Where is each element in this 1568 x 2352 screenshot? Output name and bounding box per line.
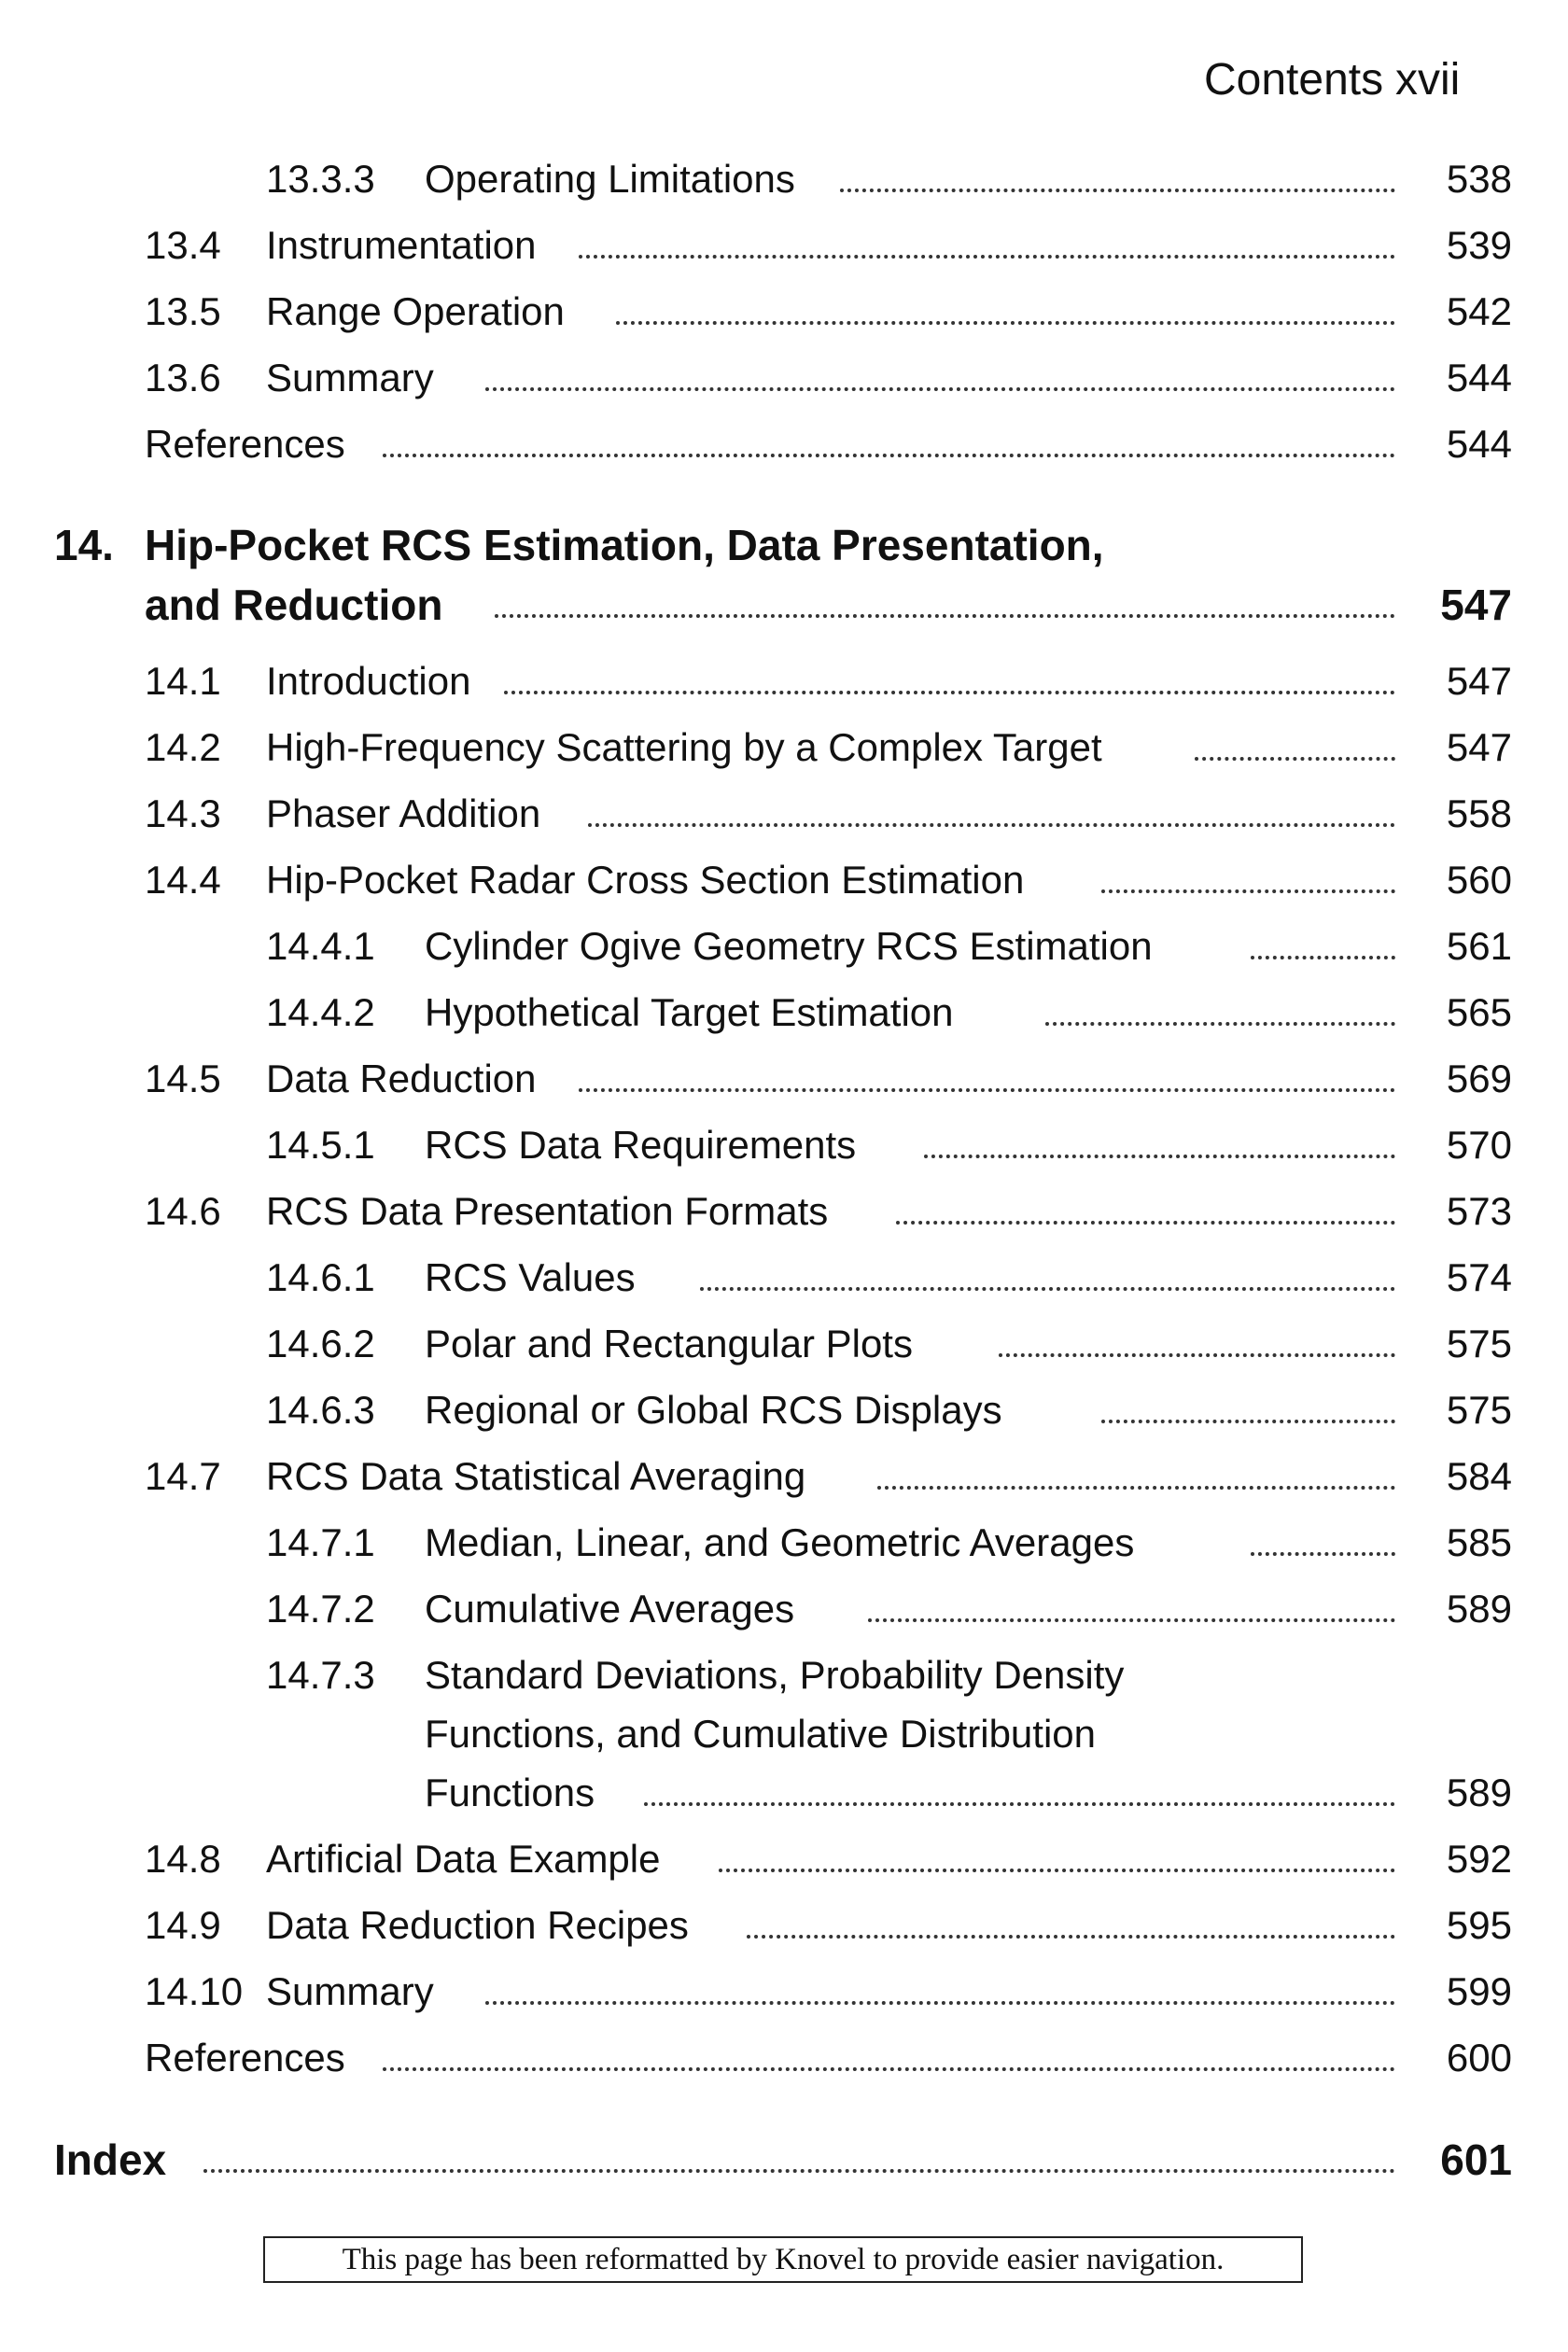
toc-number: 14.7 bbox=[145, 1454, 221, 1498]
toc-entry-14-2[interactable] bbox=[0, 725, 1512, 770]
toc-page-number: 570 bbox=[1446, 1123, 1512, 1167]
toc-entry-14-5-1[interactable] bbox=[0, 1123, 1512, 1168]
toc-title: RCS Data Requirements bbox=[425, 1123, 876, 1168]
dot-leader bbox=[203, 2169, 1395, 2173]
toc-title: Range Operation bbox=[266, 289, 585, 334]
toc-page-number: 538 bbox=[1446, 157, 1512, 201]
toc-entry-references-13[interactable] bbox=[0, 422, 1512, 467]
dot-leader bbox=[504, 691, 1395, 694]
toc-title: References bbox=[145, 422, 366, 467]
dot-leader bbox=[579, 1088, 1395, 1092]
toc-number: 14.1 bbox=[145, 659, 221, 703]
dot-leader bbox=[700, 1287, 1395, 1291]
toc-number: 14.10 bbox=[145, 1969, 244, 2013]
dot-leader bbox=[644, 1802, 1395, 1806]
toc-number: 14.7.1 bbox=[266, 1520, 375, 1564]
chapter-14-title-line1: Hip-Pocket RCS Estimation, Data Presentation, bbox=[145, 521, 1104, 569]
toc-title: Hip-Pocket Radar Cross Section Estimation bbox=[266, 858, 1044, 903]
toc-entry-14-6-3[interactable] bbox=[0, 1388, 1512, 1433]
toc-number: 13.3.3 bbox=[266, 157, 375, 201]
toc-page-number: 575 bbox=[1446, 1322, 1512, 1365]
toc-number: 14.6.3 bbox=[266, 1388, 375, 1432]
toc-title: Median, Linear, and Geometric Averages bbox=[425, 1520, 1155, 1565]
toc-title: Polar and Rectangular Plots bbox=[425, 1322, 933, 1366]
toc-page-number: 544 bbox=[1446, 356, 1512, 399]
dot-leader bbox=[485, 2001, 1395, 2005]
toc-entry-index[interactable] bbox=[0, 2137, 1512, 2182]
toc-entry-14-10[interactable] bbox=[0, 1969, 1512, 2014]
dot-leader bbox=[840, 189, 1395, 192]
toc-title: Cumulative Averages bbox=[425, 1587, 815, 1631]
knovel-reformat-notice: This page has been reformatted by Knovel to provide easier navigation. bbox=[263, 2236, 1303, 2283]
toc-number: 14.5 bbox=[145, 1057, 221, 1100]
toc-number: 13.5 bbox=[145, 289, 221, 333]
toc-entry-14-6-2[interactable] bbox=[0, 1322, 1512, 1366]
toc-entry-14-6[interactable] bbox=[0, 1189, 1512, 1234]
toc-page-number: 539 bbox=[1446, 223, 1512, 267]
toc-entry-14-3[interactable] bbox=[0, 791, 1512, 836]
toc-page-number: 558 bbox=[1446, 791, 1512, 835]
toc-entry-14-5[interactable] bbox=[0, 1057, 1512, 1101]
toc-title: References bbox=[145, 2036, 366, 2080]
toc-number: 14.8 bbox=[145, 1837, 221, 1881]
toc-page-number: 592 bbox=[1446, 1837, 1512, 1881]
toc-entry-14-4-2[interactable] bbox=[0, 990, 1512, 1035]
toc-title: RCS Values bbox=[425, 1255, 656, 1300]
toc-title: Regional or Global RCS Displays bbox=[425, 1388, 1023, 1433]
toc-entry-13-3-3[interactable] bbox=[0, 157, 1512, 202]
toc-title: Hypothetical Target Estimation bbox=[425, 990, 974, 1035]
toc-page-number: 569 bbox=[1446, 1057, 1512, 1100]
toc-page-number: 547 bbox=[1440, 581, 1512, 629]
toc-page-number: 584 bbox=[1446, 1454, 1512, 1498]
toc-title: Data Reduction bbox=[266, 1057, 557, 1101]
toc-title-14-7-3-line2: Functions, and Cumulative Distribution bbox=[425, 1712, 1097, 1756]
toc-title: High-Frequency Scattering by a Complex Target bbox=[266, 725, 1123, 770]
toc-number: 14.7.2 bbox=[266, 1587, 375, 1631]
dot-leader bbox=[383, 2067, 1395, 2071]
toc-number: 13.4 bbox=[145, 223, 221, 267]
running-head-page: xvii bbox=[1395, 55, 1461, 105]
toc-entry-14-9[interactable] bbox=[0, 1903, 1512, 1948]
toc-page-number: 542 bbox=[1446, 289, 1512, 333]
dot-leader bbox=[896, 1221, 1395, 1225]
toc-title: RCS Data Presentation Formats bbox=[266, 1189, 848, 1234]
toc-page-number: 600 bbox=[1446, 2036, 1512, 2079]
toc-entry-14-4[interactable] bbox=[0, 858, 1512, 903]
toc-title: Index bbox=[54, 2137, 187, 2182]
dot-leader bbox=[719, 1869, 1395, 1872]
toc-page-number: 573 bbox=[1446, 1189, 1512, 1233]
toc-page-number: 544 bbox=[1446, 422, 1512, 466]
toc-entry-14-7[interactable] bbox=[0, 1454, 1512, 1499]
toc-page-number: 589 bbox=[1446, 1771, 1512, 1814]
toc-title: Summary bbox=[266, 356, 455, 400]
dot-leader bbox=[383, 454, 1395, 457]
toc-page-number: 560 bbox=[1446, 858, 1512, 902]
dot-leader bbox=[485, 387, 1395, 391]
dot-leader bbox=[1195, 757, 1395, 761]
toc-entry-14-4-1[interactable] bbox=[0, 924, 1512, 969]
dot-leader bbox=[616, 321, 1395, 325]
toc-title-14-7-3-line1: Standard Deviations, Probability Density bbox=[425, 1653, 1125, 1697]
toc-page-number: 595 bbox=[1446, 1903, 1512, 1947]
toc-title-14-7-3-line3: Functions bbox=[425, 1771, 615, 1815]
toc-number: 14.6.1 bbox=[266, 1255, 375, 1299]
toc-page-number: 547 bbox=[1446, 725, 1512, 769]
toc-number: 14.2 bbox=[145, 725, 221, 769]
toc-entry-14-7-2[interactable] bbox=[0, 1587, 1512, 1631]
toc-title: RCS Data Statistical Averaging bbox=[266, 1454, 826, 1499]
dot-leader bbox=[1251, 1552, 1395, 1556]
toc-number: 14.3 bbox=[145, 791, 221, 835]
toc-number: 13.6 bbox=[145, 356, 221, 399]
toc-entry-14-6-1[interactable] bbox=[0, 1255, 1512, 1300]
toc-entry-13-6[interactable] bbox=[0, 356, 1512, 400]
dot-leader bbox=[747, 1935, 1395, 1939]
toc-number: 14.5.1 bbox=[266, 1123, 375, 1167]
dot-leader bbox=[588, 823, 1395, 827]
chapter-14-title-line2: and Reduction bbox=[145, 582, 463, 627]
toc-page-number: 599 bbox=[1446, 1969, 1512, 2013]
dot-leader bbox=[877, 1486, 1395, 1490]
toc-entry-13-4[interactable] bbox=[0, 223, 1512, 268]
toc-title: Instrumentation bbox=[266, 223, 557, 268]
toc-entry-14-1[interactable] bbox=[0, 659, 1512, 704]
toc-title: Data Reduction Recipes bbox=[266, 1903, 709, 1948]
toc-page-number: 575 bbox=[1446, 1388, 1512, 1432]
toc-page-number: 601 bbox=[1440, 2135, 1512, 2184]
toc-entry-references-14[interactable] bbox=[0, 2036, 1512, 2080]
toc-entry-14-8[interactable] bbox=[0, 1837, 1512, 1882]
toc-page-number: 585 bbox=[1446, 1520, 1512, 1564]
dot-leader bbox=[924, 1155, 1395, 1158]
running-head-title: Contents bbox=[1204, 55, 1384, 105]
toc-entry-14-7-1[interactable] bbox=[0, 1520, 1512, 1565]
toc-number-14-7-3: 14.7.3 bbox=[266, 1653, 375, 1697]
toc-number: 14.9 bbox=[145, 1903, 221, 1947]
toc-number: 14.4 bbox=[145, 858, 221, 902]
running-head bbox=[1204, 54, 1460, 105]
toc-page-number: 574 bbox=[1446, 1255, 1512, 1299]
toc-entry-chapter-14[interactable] bbox=[0, 582, 1512, 627]
toc-number: 14.6 bbox=[145, 1189, 221, 1233]
dot-leader bbox=[495, 614, 1395, 618]
toc-page-number: 565 bbox=[1446, 990, 1512, 1034]
toc-entry-14-7-3[interactable] bbox=[0, 1771, 1512, 1815]
toc-title: Introduction bbox=[266, 659, 491, 704]
toc-title: Artificial Data Example bbox=[266, 1837, 680, 1882]
toc-title: Operating Limitations bbox=[425, 157, 816, 202]
toc-number: 14.4.2 bbox=[266, 990, 375, 1034]
toc-page-number: 547 bbox=[1446, 659, 1512, 703]
dot-leader bbox=[1045, 1022, 1395, 1026]
chapter-14-number: 14. bbox=[54, 521, 114, 569]
toc-page-number: 561 bbox=[1446, 924, 1512, 968]
toc-page-number: 589 bbox=[1446, 1587, 1512, 1631]
dot-leader bbox=[868, 1618, 1395, 1622]
toc-title: Summary bbox=[266, 1969, 455, 2014]
dot-leader bbox=[1101, 889, 1395, 893]
toc-number: 14.6.2 bbox=[266, 1322, 375, 1365]
dot-leader bbox=[579, 255, 1395, 259]
toc-title: Cylinder Ogive Geometry RCS Estimation bbox=[425, 924, 1173, 969]
dot-leader bbox=[999, 1353, 1395, 1357]
toc-entry-13-5[interactable] bbox=[0, 289, 1512, 334]
dot-leader bbox=[1251, 956, 1395, 959]
dot-leader bbox=[1101, 1420, 1395, 1423]
toc-title: Phaser Addition bbox=[266, 791, 561, 836]
toc-number: 14.4.1 bbox=[266, 924, 375, 968]
